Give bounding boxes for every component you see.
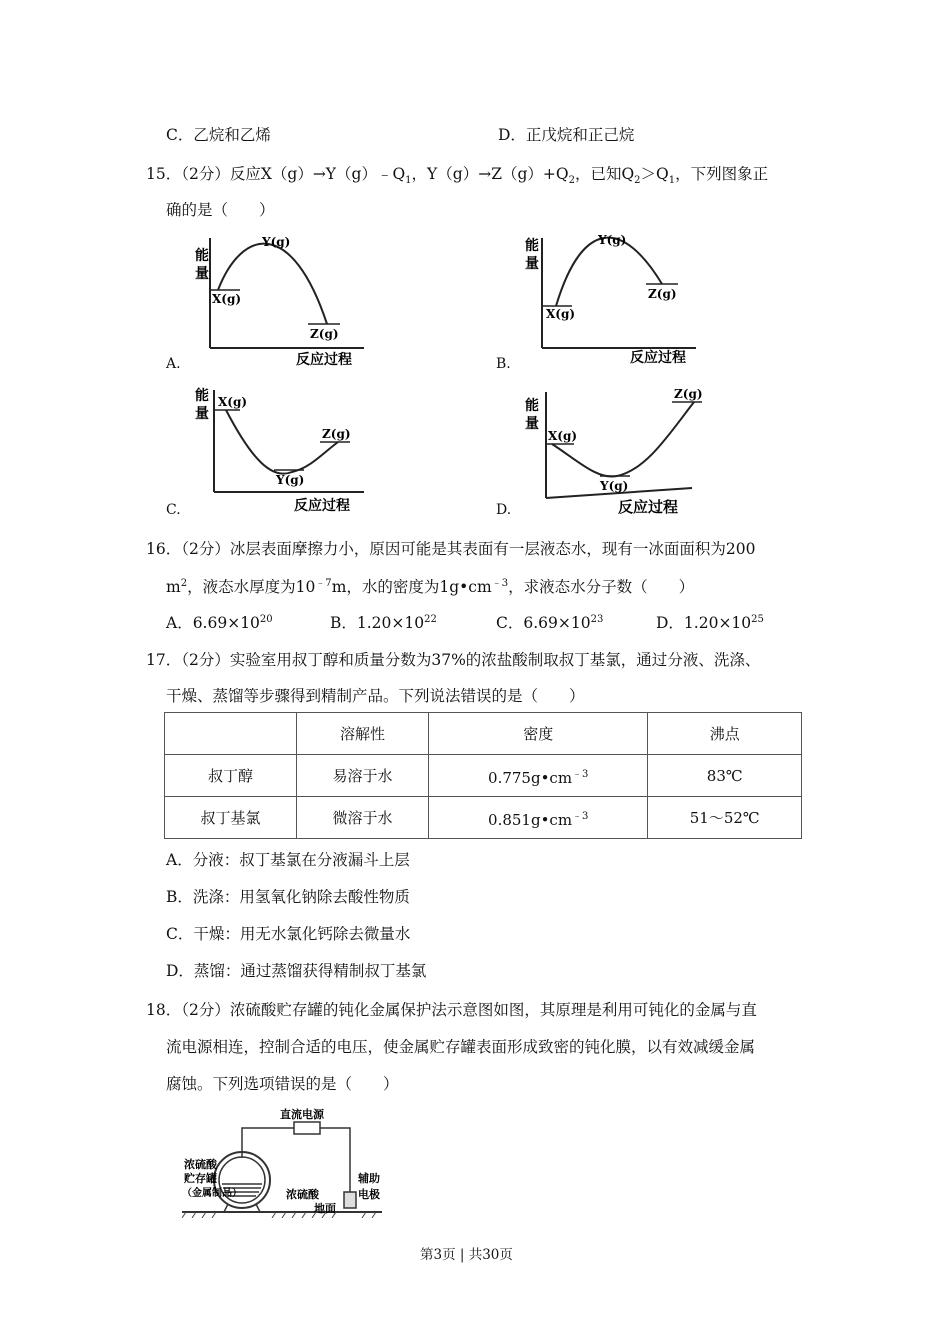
q17-score: （2分）: [181, 651, 230, 669]
q15-label-c: C.: [166, 502, 181, 518]
graph-d-z-label: Z(g): [674, 387, 703, 401]
q15-label-a: A.: [166, 356, 181, 372]
table-cell: 易溶于水: [297, 755, 429, 797]
table-header-cell: 沸点: [648, 713, 802, 755]
graph-d-y-trough: Y(g): [600, 479, 629, 493]
acid-label: 浓硫酸: [286, 1188, 319, 1201]
q18-number: 18．: [146, 1001, 182, 1019]
graph-a-z-label: Z(g): [310, 327, 339, 341]
graph-a-y-peak: Y(g): [262, 235, 291, 249]
q18-stem: 18．（2分）浓硫酸贮存罐的钝化金属保护法示意图如图，其原理是利用可钝化的金属与直: [146, 1001, 757, 1019]
q14-option-c: C．乙烷和乙烯: [166, 126, 271, 144]
q15-number: 15．: [146, 165, 182, 183]
graph-c-y-label-1: 能: [195, 388, 209, 404]
q16-option-a: A．$6.69\times 10^{20}$: [166, 613, 273, 632]
q16-stem-line2: $m^2$，液态水厚度为$10^{﹣7}m$，水的密度为$1g•cm^{﹣3}$，求液态水分子数（ ）: [166, 578, 695, 597]
q17-table: [164, 712, 802, 839]
graph-d-y-label-2: 量: [525, 416, 539, 432]
graph-a-x-label: X(g): [212, 292, 242, 306]
graph-c-x-label: X(g): [218, 395, 248, 409]
q16-number: 16．: [146, 540, 182, 558]
q17-option-a: A．分液：叔丁基氯在分液漏斗上层: [166, 851, 410, 869]
graph-c-y-trough: Y(g): [276, 473, 305, 487]
table-cell: 51～52℃: [648, 797, 802, 839]
q15-stem: 15．（2分）反应$X(g)\to Y(g)﹣Q_1$，$Y(g)\to Z(g)+Q_2$，已知$Q_2>Q_1$，下列图象正: [146, 165, 769, 187]
q18-diagram: [182, 1106, 392, 1218]
table-header-row: [165, 713, 802, 755]
graph-a-curve: [218, 244, 327, 324]
table-cell: 叔丁基氯: [165, 797, 297, 839]
graph-b-y-peak: Y(g): [598, 233, 627, 247]
q16-option-c: C．$6.69\times 10^{23}$: [496, 613, 604, 632]
graph-b-axis-label: 反应过程: [630, 350, 686, 366]
q15-label-b: B.: [496, 356, 511, 372]
q17-number: 17．: [146, 651, 182, 669]
graph-b: [522, 228, 702, 368]
table-header-cell: 密度: [429, 713, 648, 755]
table-header-cell: [165, 713, 297, 755]
graph-d-x-label: X(g): [548, 429, 578, 443]
table-cell: $0.851g•cm^{﹣3}$: [429, 797, 648, 839]
graph-d-axis-label: 反应过程: [618, 498, 679, 516]
graph-b-x-label: X(g): [546, 307, 576, 321]
graph-c-z-label: Z(g): [322, 427, 351, 441]
graph-a-y-label-1: 能: [195, 248, 209, 264]
q17-option-b: B．洗涤：用氢氧化钠除去酸性物质: [166, 888, 410, 906]
graph-d-y-label-1: 能: [525, 398, 539, 414]
q17-stem-line2: 干燥、蒸馏等步骤得到精制产品。下列说法错误的是（ ）: [166, 687, 585, 705]
table-cell: 83℃: [648, 755, 802, 797]
ground-label: 地面: [314, 1202, 336, 1215]
table-row: [165, 755, 802, 797]
q16-score: （2分）: [181, 540, 230, 558]
graph-d: [522, 380, 712, 520]
graph-b-y-label-1: 能: [525, 238, 539, 254]
table-header-cell: 溶解性: [297, 713, 429, 755]
table-cell: $0.775g•cm^{﹣3}$: [429, 755, 648, 797]
q15-stem-line2: 确的是（ ）: [166, 201, 275, 219]
q14-option-d: D．正戊烷和正己烷: [498, 126, 635, 144]
electrode-label-2: 电极: [358, 1188, 380, 1201]
graph-a: [192, 228, 372, 368]
table-cell: 叔丁醇: [165, 755, 297, 797]
tank-label-3: （金属制品）: [182, 1188, 242, 1199]
q17-stem: 17．（2分）实验室用叔丁醇和质量分数为37%的浓盐酸制取叔丁基氯，通过分液、洗涤、: [146, 651, 761, 669]
tank-label-1: 浓硫酸: [184, 1158, 217, 1171]
graph-a-axis-label: 反应过程: [296, 352, 352, 368]
q17-option-d: D．蒸馏：通过蒸馏获得精制叔丁基氯: [166, 962, 427, 980]
q15-label-d: D.: [496, 502, 512, 518]
graph-c-axis-label: 反应过程: [294, 498, 350, 514]
electrode-label-1: 辅助: [358, 1172, 380, 1185]
q15-score: （2分）: [181, 165, 230, 183]
table-row: [165, 797, 802, 839]
graph-b-z-label: Z(g): [648, 287, 677, 301]
graph-b-curve: [556, 238, 662, 306]
tank-label-2: 贮存罐: [184, 1172, 217, 1185]
power-label: 直流电源: [280, 1108, 324, 1121]
q18-score: （2分）: [181, 1001, 230, 1019]
q16-option-b: B．$1.20\times 10^{22}$: [330, 613, 437, 632]
graph-a-y-label-2: 量: [195, 266, 209, 282]
q16-option-d: D．$1.20\times 10^{25}$: [656, 613, 764, 632]
graph-b-y-label-2: 量: [525, 256, 539, 272]
table-cell: 微溶于水: [297, 797, 429, 839]
q16-stem: 16．（2分）冰层表面摩擦力小，原因可能是其表面有一层液态水，现有一冰面面积为200: [146, 540, 756, 558]
q18-stem-line3: 腐蚀。下列选项错误的是（ ）: [166, 1075, 399, 1093]
graph-c-y-label-2: 量: [195, 406, 209, 422]
graph-c: [192, 380, 372, 520]
q18-stem-line2: 流电源相连，控制合适的电压，使金属贮存罐表面形成致密的钝化膜，以有效减缓金属: [166, 1038, 756, 1056]
q17-option-c: C．干燥：用无水氯化钙除去微量水: [166, 925, 411, 943]
page-footer: 第3页 | 共30页: [420, 1247, 513, 1263]
